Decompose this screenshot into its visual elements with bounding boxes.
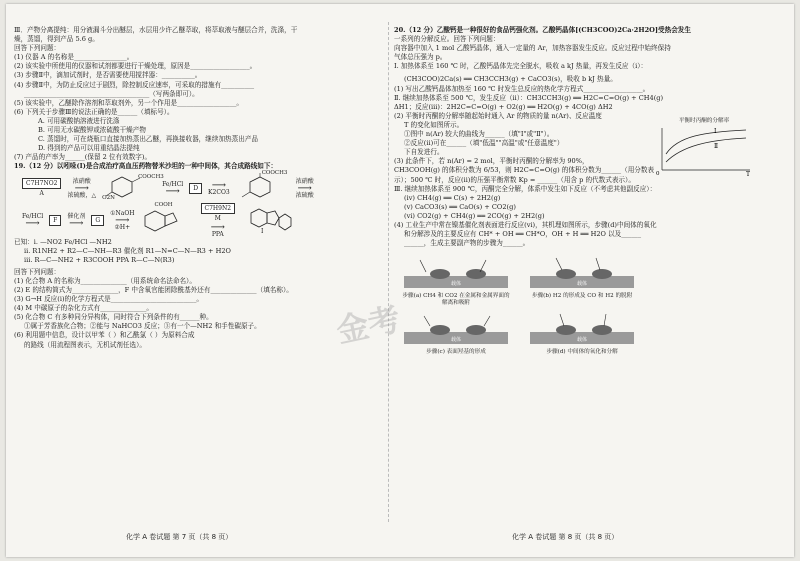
question-line: ①属于芳香族化合物；②能与 NaHCO3 反应；③有一个—NH2 和手性碳原子。: [24, 322, 261, 331]
reaction-arrow: Fe/HCl ⟶: [22, 212, 44, 229]
question-line: (3) G→H 反应(ⅰ)的化学方程式是__________________________。: [14, 295, 203, 304]
text-line: 回答下列问题：: [14, 44, 61, 53]
reaction-arrow: 催化剂 ⟶: [67, 212, 86, 229]
reaction-arrow: 浓硝酸 ⟶ 浓硫酸，△: [67, 177, 97, 199]
known-heading: 已知：ⅰ. —NO2 Fe/HCl —NH2: [14, 237, 112, 246]
reaction-arrow: ⟶ K2CO3: [208, 179, 230, 196]
mechanism-panel: 载体 步骤(d) 中间体的氧化和分解: [526, 310, 638, 362]
decomposition-rate-chart: [654, 116, 754, 178]
left-column: [14, 26, 386, 350]
question-line: ______________________________________（写两条即可）。: [24, 89, 199, 98]
synthesis-row-2: Fe/HCl ⟶ F 催化剂 ⟶ G ①NaOH ⟶ ②H+ COOH C7H9N2 M ⟶ PPA I: [22, 206, 386, 236]
equation-line: (ⅴ) CaCO3(s) ══ CaO(s) + CO2(g): [404, 202, 516, 211]
synthesis-row-1: [22, 169, 386, 204]
svg-text:载体: 载体: [577, 281, 588, 288]
catalyst-surface-icon: [526, 254, 638, 290]
text-line: 回答下列问题：: [14, 267, 61, 276]
curve-2-label: Ⅱ: [714, 143, 719, 150]
question-line: (1) 化合物 A 的名称为______________（用系统命名法命名）。: [14, 276, 196, 285]
question-line: (3) 步骤Ⅱ中，滴加试剂时，是否需要使用搅拌器：__________。: [14, 71, 202, 80]
compound-a-label: A: [39, 190, 44, 198]
equation-line: (ⅵ) CO2(g) + CH4(g) ══ 2CO(g) + 2H2(g): [404, 211, 545, 220]
svg-text:载体: 载体: [450, 337, 462, 344]
curve-1: [666, 130, 746, 154]
mechanism-panel: 载体 步骤(c) 表面羟基的形成: [400, 310, 512, 362]
molecule-h: COOH: [141, 205, 195, 236]
mechanism-panel: 载体 步骤(a) CH4 和 CO2 在金属和金属界面的解离和吸附: [400, 254, 512, 306]
question-line: ______，生成主要副产物的步骤为______。: [404, 239, 530, 248]
text-line: 燥，蒸馏，得到产品 5.6 g。: [14, 35, 99, 44]
catalyst-surface-icon: [400, 254, 512, 290]
q20-heading: 20.（12 分）乙酸钙是一种很好的食品钙强化剂。乙酸钙晶体[(CH3COO)2Ca·2H2O]受热会发生: [394, 26, 691, 34]
compound-d-box: D: [189, 183, 202, 194]
equation-line: (CH3COO)2Ca(s) ══ CH3CCH3(g) + CaCO3(s)，吸收 b kJ 热量。: [404, 75, 617, 84]
text-line: T 的变化如图所示。: [404, 120, 464, 129]
molecule-b: COOCH3 O2N: [102, 173, 164, 201]
text-line: 向容器中加入 1 mol 乙酸钙晶体，通入一定量的 Ar，加热容器发生反应。反应过程中始终保持: [394, 44, 671, 53]
compound-f-box: F: [49, 215, 61, 226]
equation-line: (ⅳ) CH4(g) ══ C(s) + 2H2(g): [404, 193, 501, 202]
question-line: (2) 该实验中所使用的仪器和试剂都要进行干燥处理，原因是__________________。: [14, 62, 257, 71]
question-line: (4) M 中碳原子的杂化方式有______________。: [14, 304, 153, 313]
page-footer-left: 化学 A 卷试题 第 7 页（共 8 页）: [126, 533, 233, 541]
text-line: Ⅱ. 继续加热体系至 500 ℃，发生反应（ⅱ）：CH3CCH3(g) ══ H2C=C=O(g) + CH4(g): [394, 93, 664, 102]
catalyst-surface-icon: [400, 310, 512, 346]
known-reaction: ⅱ. R1NH2 + R2—C—NH—R3 催化剂 R1—N=C—N—R3 + H2O: [24, 246, 231, 255]
text-line: Ⅲ. 继续加热体系至 900 ℃，丙酮完全分解，体系中发生如下反应（不考虑其他副反应）：: [394, 184, 657, 193]
svg-text:载体: 载体: [450, 281, 462, 288]
question-line: (2) E 的结构简式为______________，F 中含氧官能团除酰基外还有______________（填名称）。: [14, 285, 293, 294]
chart-plot: [654, 124, 754, 176]
curve-2: [666, 138, 746, 162]
text-line: Ⅲ．产物分离提纯：用分液漏斗分出醚层，水层用少许乙醚萃取，将萃取液与醚层合并，洗涤，干: [14, 26, 298, 34]
reaction-arrow: Fe/HCl ⟶: [162, 180, 184, 197]
q19-heading: 19.（12 分）以吲哚(Ⅰ)是合成治疗高血压药物替米沙坦的一种中间体，其合成路线如下：: [14, 162, 278, 171]
question-line: (2) 平衡时丙酮的分解率随起始时通入 Ar 的物质的量 n(Ar)、反应温度: [394, 111, 602, 120]
chart-title: 平衡时丙酮的分解率: [678, 118, 730, 124]
question-line: (5) 该实验中，乙醚除作溶剂和萃取剂外，另一个作用是__________________。: [14, 98, 244, 107]
catalyst-surface-icon: [526, 310, 638, 346]
mechanism-panel: 载体 步骤(b) H2 的形成及 CO 和 H2 的脱附: [526, 254, 638, 306]
watermark: 金考: [333, 299, 404, 351]
page-footer-right: 化学 A 卷试题 第 8 页（共 8 页）: [512, 533, 619, 541]
option-line: B. 可用无水碳酸钾或浓硫酸干燥产物: [38, 126, 146, 135]
question-line: (3) 此条件下，若 n(Ar) = 2 mol，平衡时丙酮的分解率为 90%，: [394, 157, 589, 166]
right-column: [394, 26, 766, 364]
text-line: 气体总压强为 p。: [394, 53, 447, 62]
compound-a-box: C7H7NO2: [22, 178, 61, 189]
molecule-i: I: [241, 205, 295, 236]
molecule-e: COOCH3: [236, 173, 290, 204]
question-line: (1) 写出乙酸钙晶体加热至 160 ℃ 时发生总反应的热化学方程式__________________。: [394, 84, 650, 93]
exam-sheet: [6, 4, 794, 557]
question-line: (7) 产品的产率为______(保留 2 位有效数字)。: [14, 153, 152, 162]
chart-origin: 0: [656, 171, 660, 176]
question-line: 和分解涉及的主要反应有 CH* + OH ══ CH*O，OH + H ══ H2O 以及______: [404, 230, 641, 239]
text-line: Ⅰ. 加热体系至 160 ℃ 时，乙酸钙晶体先完全脱水，吸收 a kJ 热量，再发生反应（ⅰ）：: [394, 62, 648, 71]
option-line: A. 可用碳酸钠溶液进行洗涤: [38, 116, 120, 125]
catalyst-mechanism-figure: [394, 252, 766, 364]
question-line: (5) 化合物 C 有多种同分异构体，同时符合下列条件的有______种。: [14, 313, 213, 322]
text-line: 下自发进行。: [404, 148, 444, 157]
reaction-arrow: ⟶ PPA: [210, 221, 225, 238]
column-divider: [388, 22, 389, 522]
compound-g-box: G: [91, 215, 104, 226]
question-line: (1) 仪器 A 的名称是________________。: [14, 53, 134, 62]
question-line: (6) 利用题中信息，设计以甲苯（ ）和乙酰氯（ ）为原料合成: [14, 331, 195, 340]
benzimidazole-ring-icon: [241, 205, 295, 233]
text-line: ΔH1；反应(ⅲ)：2H2C=C=O(g) + O2(g) ══ H2O(g) + 4CO(g) ΔH2: [394, 102, 613, 111]
question-line: CH3COOH(g) 的体积分数为 6/53，则 H2C=C=O(g) 的体积分数为______（用分数表: [394, 166, 655, 175]
option-line: D. 得到的产品可以用重结晶法提纯: [38, 144, 140, 153]
svg-text:载体: 载体: [577, 337, 588, 344]
question-line: 示）；500 ℃ 时，反应(ⅱ)的压强平衡常数 Kp = ______（用含 p 的代数式表示）。: [394, 175, 635, 184]
question-line: (4) 步骤Ⅱ中，为防止反应过于剧烈，除控制反应速率，可采取的措施有__________: [14, 80, 255, 89]
reaction-arrow: ①NaOH ⟶ ②H+: [110, 209, 135, 231]
question-line: 的路线（用流程图表示，无机试剂任选）。: [24, 340, 146, 349]
question-line: ②反应(ⅱ)可在______（填"低温""高温"或"任意温度"）: [404, 139, 564, 148]
known-reaction: ⅲ. R—C—NH2 + R3COOH PPA R—C—N(R3): [24, 255, 175, 264]
question-line: (4) 工业生产中常在镍基催化剂表面进行反应(ⅵ)，其机理如图所示，步骤(d)中间体的氧化: [394, 220, 657, 229]
compound-m-box: C7H9N2: [201, 203, 236, 214]
question-line: (6) 下列关于步骤Ⅲ的说法正确的是______（填标号）。: [14, 107, 174, 116]
reaction-arrow: 浓硝酸 ⟶ 浓硫酸: [295, 177, 314, 199]
curve-1-label: Ⅰ: [714, 128, 717, 135]
option-line: C. 蒸馏时，可在烧瓶口直接加热蒸出乙醚，再换接收器，继续加热蒸出产品: [38, 135, 259, 144]
question-line: ①图中 n(Ar) 较大的曲线为______（填"Ⅰ"或"Ⅱ"）。: [404, 130, 554, 139]
text-line: 一系列的分解反应。回答下列问题：: [394, 35, 500, 44]
x-axis-label: T: [746, 171, 751, 176]
